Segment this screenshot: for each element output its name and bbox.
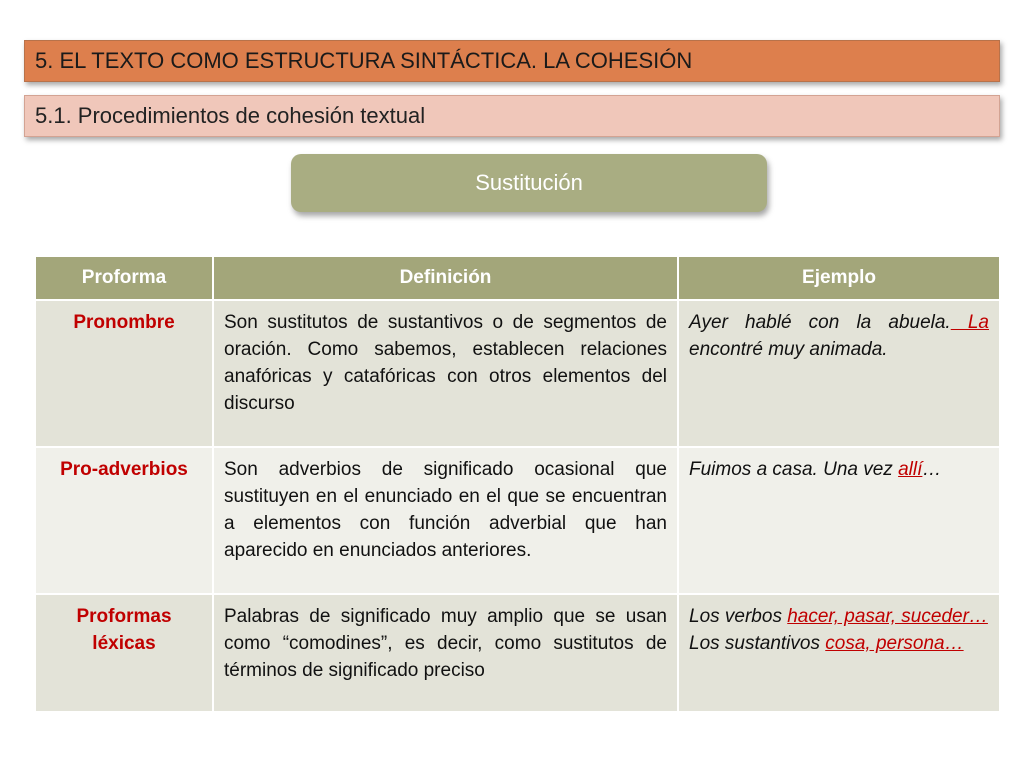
example-highlight: allí [898,459,923,480]
table-header-row [35,256,1000,300]
example-text: Los sustantivos [689,633,826,654]
example-line [689,630,989,657]
slide-title-text: 5. EL TEXTO COMO ESTRUCTURA SINTÁCTICA. LA COHESIÓN [35,48,693,73]
example-highlight: La [950,312,989,333]
example-highlight: hacer, pasar, suceder… [787,606,988,627]
example-cell [678,594,1000,712]
section-label-text: Sustitución [475,170,583,195]
term-cell: Pronombre [35,300,213,447]
definition-cell: Palabras de significado muy amplio que se usan como “comodines”, es decir, como sustitutos de términos de significado preciso [213,594,678,712]
slide-subtitle [24,95,1000,137]
term-cell: Proformas léxicas [35,594,213,712]
section-label [291,154,767,212]
example-cell [678,300,1000,447]
example-text: Ayer hablé con la abuela. [689,312,951,333]
example-cell [678,447,1000,594]
proforma-table [34,255,1001,713]
example-text: Los verbos [689,606,788,627]
example-rest: … [922,459,942,480]
table-row [35,594,1000,712]
example-line [689,603,989,630]
header-definicion: Definición [213,256,678,300]
term-cell: Pro-adverbios [35,447,213,594]
header-ejemplo: Ejemplo [678,256,1000,300]
example-text: Fuimos a casa. Una vez [689,459,899,480]
table-row [35,447,1000,594]
slide-title [24,40,1000,82]
slide-subtitle-text: 5.1. Procedimientos de cohesión textual [35,103,426,128]
example-highlight: cosa, persona… [825,633,964,654]
header-proforma: Proforma [35,256,213,300]
example-rest: encontré muy animada. [689,339,888,360]
definition-cell: Son adverbios de significado ocasional que sustituyen en el enunciado en el que se encuentran a elementos con función adverbial que han aparecido en enunciados anteriores. [213,447,678,594]
table-row [35,300,1000,447]
definition-cell: Son sustitutos de sustantivos o de segmentos de oración. Como sabemos, establecen relaciones anafóricas y catafóricas con otros elementos del discurso [213,300,678,447]
